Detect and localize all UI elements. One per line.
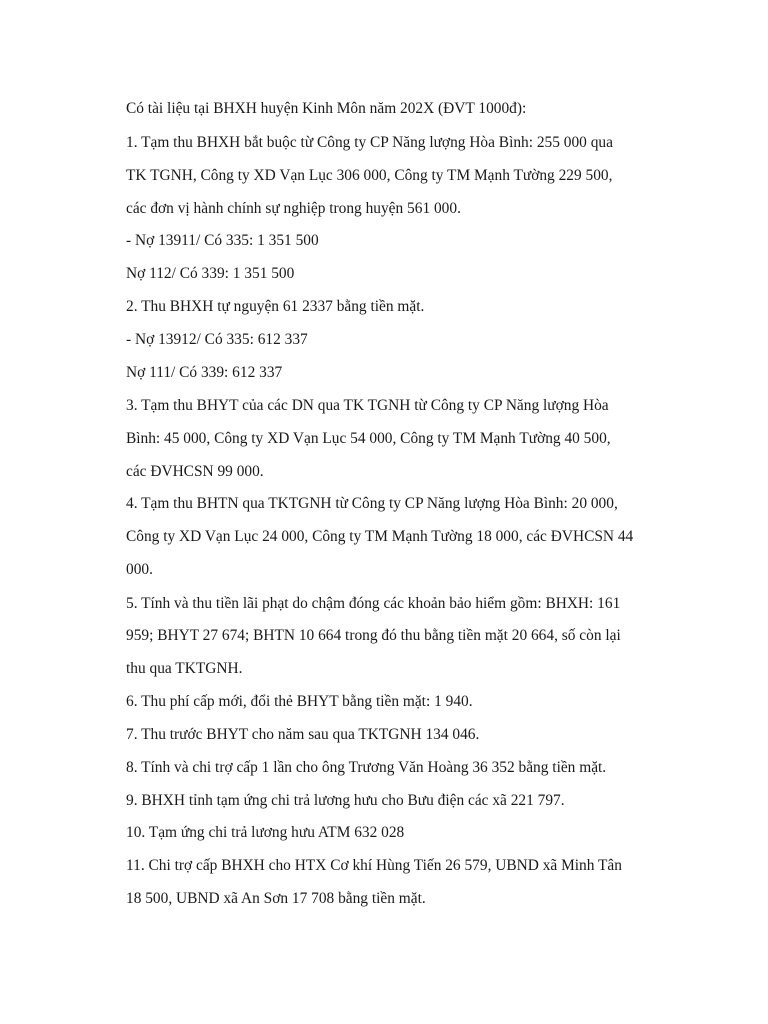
item-7-line-1: 7. Thu trước BHYT cho năm sau qua TKTGNH 134 046. xyxy=(126,726,480,743)
item-1-line-1: 1. Tạm thu BHXH bắt buộc từ Công ty CP Năng lượng Hòa Bình: 255 000 qua xyxy=(126,134,613,151)
item-3-line-1: 3. Tạm thu BHYT của các DN qua TK TGNH từ Công ty CP Năng lượng Hòa xyxy=(126,397,609,414)
item-8-line-1: 8. Tính và chi trợ cấp 1 lần cho ông Trương Văn Hoàng 36 352 bằng tiền mặt. xyxy=(126,759,607,776)
item-4-line-2: Công ty XD Vạn Lục 24 000, Công ty TM Mạnh Tường 18 000, các ĐVHCSN 44 xyxy=(126,528,634,545)
item-1-entry-credit: Nợ 112/ Có 339: 1 351 500 xyxy=(126,265,295,282)
item-3-line-2: Bình: 45 000, Công ty XD Vạn Lục 54 000, Công ty TM Mạnh Tường 40 500, xyxy=(126,430,611,447)
item-6-line-1: 6. Thu phí cấp mới, đổi thẻ BHYT bằng tiền mặt: 1 940. xyxy=(126,693,473,710)
item-2-entry-credit: Nợ 111/ Có 339: 612 337 xyxy=(126,364,283,381)
item-10-line-1: 10. Tạm ứng chi trả lương hưu ATM 632 028 xyxy=(126,824,405,841)
item-11-line-2: 18 500, UBND xã An Sơn 17 708 bằng tiền mặt. xyxy=(126,890,426,907)
item-5-line-2: 959; BHYT 27 674; BHTN 10 664 trong đó thu bằng tiền mặt 20 664, số còn lại xyxy=(126,627,621,644)
item-11-line-1: 11. Chi trợ cấp BHXH cho HTX Cơ khí Hùng Tiến 26 579, UBND xã Minh Tân xyxy=(126,857,622,874)
item-3-line-3: các ĐVHCSN 99 000. xyxy=(126,463,264,480)
item-4-line-3: 000. xyxy=(126,561,153,578)
item-2-entry-debit: - Nợ 13912/ Có 335: 612 337 xyxy=(126,331,308,348)
item-2-line-1: 2. Thu BHXH tự nguyện 61 2337 bằng tiền mặt. xyxy=(126,298,425,315)
item-1-line-3: các đơn vị hành chính sự nghiệp trong huyện 561 000. xyxy=(126,200,461,217)
item-1-entry-debit: - Nợ 13911/ Có 335: 1 351 500 xyxy=(126,232,319,249)
item-1-line-2: TK TGNH, Công ty XD Vạn Lục 306 000, Công ty TM Mạnh Tường 229 500, xyxy=(126,167,613,184)
item-5-line-3: thu qua TKTGNH. xyxy=(126,660,243,677)
item-9-line-1: 9. BHXH tỉnh tạm ứng chi trả lương hưu cho Bưu điện các xã 221 797. xyxy=(126,792,565,809)
item-4-line-1: 4. Tạm thu BHTN qua TKTGNH từ Công ty CP Năng lượng Hòa Bình: 20 000, xyxy=(126,495,618,512)
intro-line: Có tài liệu tại BHXH huyện Kinh Môn năm 202X (ĐVT 1000đ): xyxy=(126,100,527,117)
item-5-line-1: 5. Tính và thu tiền lãi phạt do chậm đóng các khoản bảo hiểm gồm: BHXH: 161 xyxy=(126,595,621,612)
